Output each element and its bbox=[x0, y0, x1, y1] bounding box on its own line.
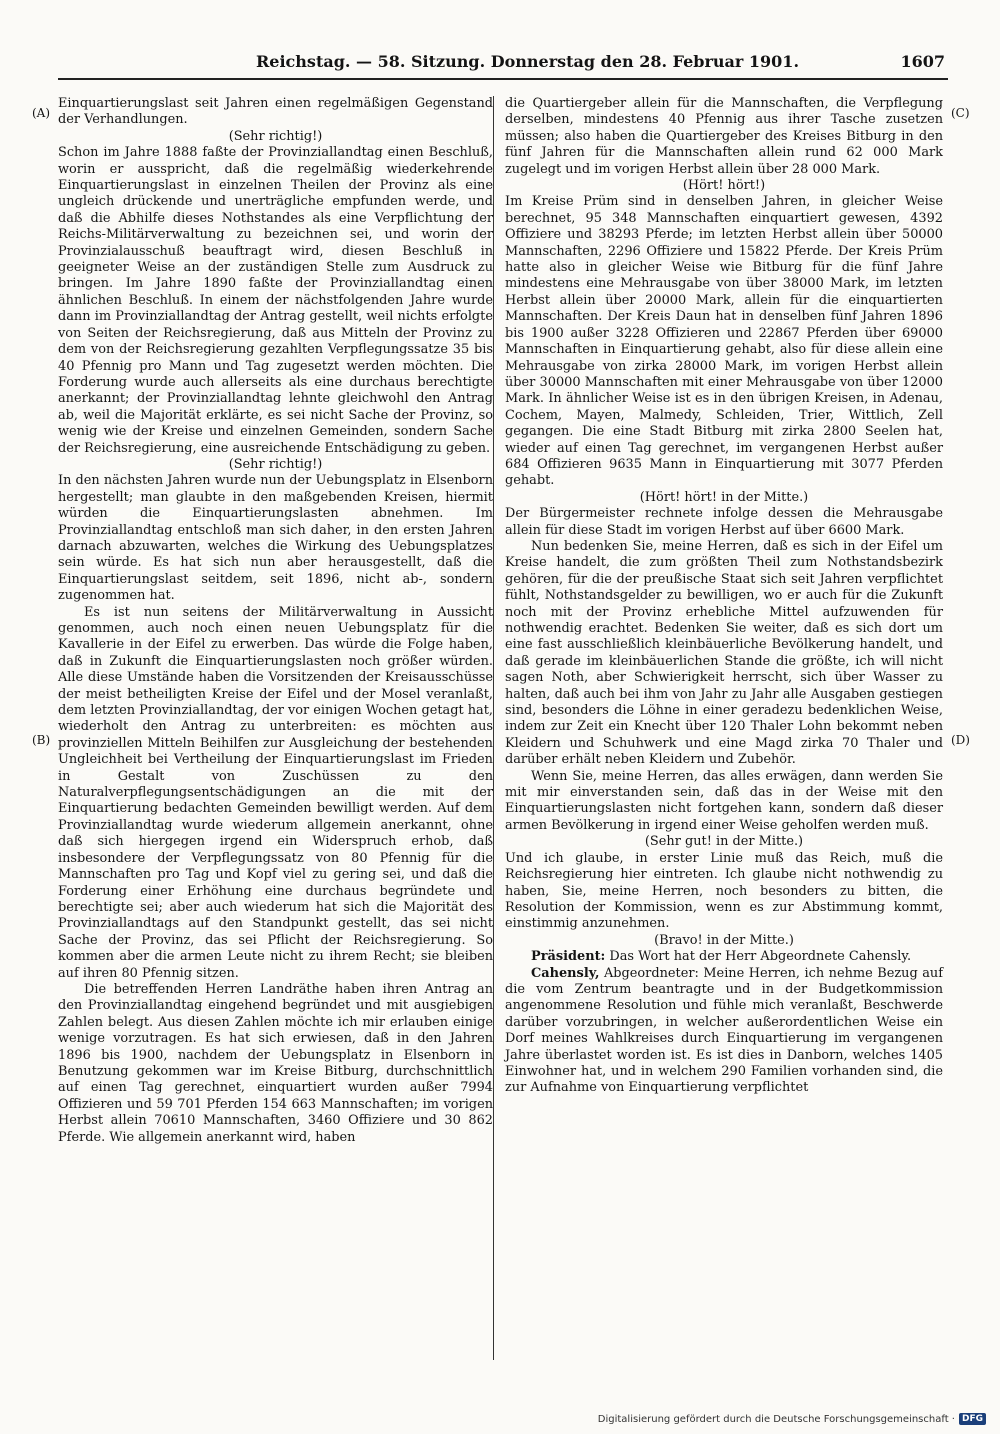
paragraph-text: Es ist nun seitens der Militärverwaltung in Aussicht genommen, auch noch einen neuen Uebungsplatz für die Kavallerie in der Eifel zu erwerben. Das würde die Folge haben, daß in Zukunft die Einquartierungslasten noch größer würden. Alle diese Umstände haben die Vorsitzenden der Kreisausschüsse der meist betheiligten Kreise der Eifel und der Mosel veranlaßt, dem letzten Provinziallandtag, der vor einigen Wochen getagt hat, wiederholt den Antrag zu unterbreiten: es möchten aus provinziellen Mitteln Beihilfen zur Ausgleichung der bestehenden Ungleichheit bei Vertheilung der Einquartierungslast im Frieden in Gestalt von Zuschüssen zu den Naturalverpflegungsentschädigungen an die mit der Einquartierung bedachten Gemeinden bewilligt werden. Auf dem Provinziallandtag wurde wiederum allgemein anerkannt, ohne daß sich hiergegen irgend ein Widerspruch erhob, daß insbesondere der Verpflegungssatz von 80 Pfennig für die Mannschaften pro Tag und Kopf viel zu gering sei, und daß die Forderung einer Erhöhung eine durchaus begründete und berechtigte sei; aber auch wiederum hat sich die Majorität des Provinziallandtags auf den Standpunkt gestellt, das sei nicht Sache der Provinz, das sei Pflicht der Reichsregierung. So kommen aber die armen Leute nicht zu ihrem Recht; sie bleiben auf ihren 80 Pfennig sitzen. bbox=[58, 604, 493, 981]
paragraph bbox=[505, 769, 943, 835]
paragraph-text: Der Bürgermeister rechnete infolge dessen die Mehrausgabe allein für diese Stadt im vorigen Herbst auf über 6600 Mark. bbox=[505, 506, 943, 538]
page-header bbox=[58, 52, 945, 74]
interjection bbox=[58, 457, 493, 473]
paragraph bbox=[505, 949, 943, 965]
header-rule bbox=[58, 78, 948, 80]
paragraph bbox=[505, 851, 943, 933]
paragraph bbox=[58, 473, 493, 604]
paragraph-text: (Hört! hört!) bbox=[682, 178, 766, 194]
paragraph-text: Das Wort hat der Herr Abgeordnete Cahensly. bbox=[609, 949, 912, 965]
margin-marker-b: (B) bbox=[32, 733, 51, 747]
paragraph-text: Einquartierungslast seit Jahren einen regelmäßigen Gegenstand der Verhandlungen. bbox=[58, 96, 493, 128]
paragraph bbox=[505, 96, 943, 178]
paragraph-text: Abgeordneter: Meine Herren, ich nehme Bezug auf die vom Zentrum beantragte und in der Budgetkommission angenommene Resolution und fühle mich veranlaßt, Beschwerde darüber vorzubringen, in welcher außerordentlichen Weise ein Dorf meines Wahlkreises durch Einquartierung im vergangenen Jahre überlastet worden ist. Es ist dies in Danborn, welches 1405 Einwohner hat, und in welchem 290 Familien vorhanden sind, die zur Aufnahme von Einquartierung verpflichtet bbox=[505, 965, 943, 1096]
interjection bbox=[505, 933, 943, 949]
paragraph-text: (Hört! hört! in der Mitte.) bbox=[639, 489, 809, 505]
interjection bbox=[505, 834, 943, 850]
footer-credit bbox=[598, 1413, 986, 1425]
margin-marker-c: (C) bbox=[951, 106, 970, 120]
interjection bbox=[58, 129, 493, 145]
dfg-logo: DFG bbox=[959, 1413, 986, 1425]
paragraph-text: Im Kreise Prüm sind in denselben Jahren, in gleicher Weise berechnet, 95 348 Mannschaften einquartiert gewesen, 4392 Offiziere und 38293 Pferde; im letzten Herbst allein über 50000 Mannschaften, 2296 Offiziere und 15822 Pferde. Der Kreis Prüm hatte also in gleicher Weise wie Bitburg für die fünf Jahre mindestens eine Mehrausgabe von über 38000 Mark, im letzten Herbst allein über 20000 Mark, allein für die einquartierten Mannschaften. Der Kreis Daun hat in denselben fünf Jahren 1896 bis 1900 außer 3228 Offizieren und 22867 Pferden über 69000 Mannschaften in Einquartierung gehabt, also für diese allein eine Mehrausgabe von zirka 28000 Mark, im vorigen Herbst allein über 30000 Mannschaften mit einer Mehrausgabe von über 12000 Mark. In ähnlicher Weise ist es in den übrigen Kreisen, in Adenau, Cochem, Mayen, Malmedy, Schleiden, Trier, Wittlich, Zell gegangen. Die eine Stadt Bitburg mit zirka 2800 Seelen hat, wieder auf einen Tag gerechnet, im vergangenen Herbst außer 684 Offizieren 9635 Mann in Einquartierung mit 3077 Pferden gehabt. bbox=[505, 194, 943, 489]
paragraph bbox=[58, 982, 493, 1146]
speaker-name: Präsident: bbox=[531, 949, 606, 965]
column-divider bbox=[493, 96, 494, 1360]
paragraph bbox=[505, 539, 943, 769]
paragraph-text: Und ich glaube, in erster Linie muß das Reich, muß die Reichsregierung hier eintreten. Ich glaube nicht nothwendig zu haben, Sie, meine Herren, noch besonders zu bitten, die Resolution der Kommission, wenn es zur Abstimmung kommt, einstimmig anzunehmen. bbox=[505, 850, 943, 932]
paragraph bbox=[58, 145, 493, 457]
paragraph-text: Die betreffenden Herren Landräthe haben ihren Antrag an den Provinziallandtag eingehend begründet und mit ausgiebigen Zahlen belegt. Aus diesen Zahlen möchte ich mir erlauben einige wenige vorzutragen. Es hat sich erwiesen, daß in den Jahren 1896 bis 1900, nachdem der Uebungsplatz in Elsenborn in Benutzung gekommen war im Kreise Bitburg, durchschnittlich auf einen Tag gerechnet, einquartiert wurden außer 7994 Offizieren und 59 701 Pferden 154 663 Mannschaften; im vorigen Herbst allein 70610 Mannschaften, 3460 Offiziere und 30 862 Pferde. Wie allgemein anerkannt wird, haben bbox=[58, 981, 493, 1145]
speaker-name: Cahensly, bbox=[531, 965, 600, 981]
footer-text: Digitalisierung gefördert durch die Deutsche Forschungsgemeinschaft · bbox=[597, 1413, 955, 1425]
running-title: Reichstag. — 58. Sitzung. Donnerstag den 28. Februar 1901. bbox=[256, 52, 800, 71]
paragraph bbox=[58, 96, 493, 129]
paragraph-text: (Bravo! in der Mitte.) bbox=[654, 932, 794, 948]
margin-marker-d: (D) bbox=[951, 733, 970, 747]
right-column bbox=[505, 96, 943, 1097]
paragraph bbox=[58, 605, 493, 982]
paragraph-text: In den nächsten Jahren wurde nun der Uebungsplatz in Elsenborn hergestellt; man glaubte in den maßgebenden Kreisen, hiermit würden die Einquartierungslasten abnehmen. Im Provinziallandtag entschloß man sich daher, in den ersten Jahren darnach abzuwarten, welches die Wirkung des Uebungsplatzes sein würde. Es hat sich nun aber herausgestellt, daß die Einquartierungslast seitdem, seit 1896, nicht ab-, sondern zugenommen hat. bbox=[58, 473, 493, 604]
paragraph bbox=[505, 194, 943, 489]
paragraph-text: (Sehr gut! in der Mitte.) bbox=[644, 834, 804, 850]
paragraph-text: Schon im Jahre 1888 faßte der Provinziallandtag einen Beschluß, worin er ausspricht, daß die regelmäßig wiederkehrende Einquartierungslast in einzelnen Theilen der Provinz als eine ungleich drückende und unerträgliche empfunden werde, und daß die Abhilfe dieses Nothstandes als eine Verpflichtung der Reichs-Militärverwaltung zu bezeichnen sei, und worin der Provinzialausschuß beauftragt wird, diesen Beschluß in geeigneter Weise an der zuständigen Stelle zum Ausdruck zu bringen. Im Jahre 1890 faßte der Provinziallandtag einen ähnlichen Beschluß. In einem der nächstfolgenden Jahre wurde dann im Provinziallandtag der Antrag gestellt, weil nichts erfolgte von Seiten der Reichsregierung, daß aus Mitteln der Provinz zu dem von der Reichsregierung gezahlten Verpflegungssatze 35 bis 40 Pfennig pro Mann und Tag zugesetzt werden möchten. Die Forderung wurde auch allerseits als eine durchaus berechtigte anerkannt; der Provinziallandtag lehnte gleichwohl den Antrag ab, weil die Majorität erklärte, es sei nicht Sache der Provinz, so wenig wie der Kreise und einzelnen Gemeinden, sondern Sache der Reichsregierung, eine ausreichende Entschädigung zu geben. bbox=[58, 145, 493, 456]
interjection bbox=[505, 490, 943, 506]
paragraph-text: (Sehr richtig!) bbox=[228, 456, 323, 472]
paragraph-text: (Sehr richtig!) bbox=[228, 128, 323, 144]
paragraph-text: die Quartiergeber allein für die Mannschaften, die Verpflegung derselben, mindestens 40 Pfennig aus ihrer Tasche zusetzen müssen; also haben die Quartiergeber des Kreises Bitburg in den fünf Jahren für die Mannschaften allein rund 62 000 Mark zugelegt und im vorigen Herbst allein über 28 000 Mark. bbox=[505, 96, 943, 177]
page-number: 1607 bbox=[900, 52, 945, 71]
paragraph-text: Nun bedenken Sie, meine Herren, daß es sich in der Eifel um Kreise handelt, die zum größten Theil zum Nothstandsbezirk gehören, für die der preußische Staat sich seit Jahren verpflichtet fühlt, Nothstandsgelder zu bewilligen, wo er auch für die Zukunft noch mit der Provinz erhebliche Mittel aufzuwenden für nothwendig erachtet. Bedenken Sie weiter, daß es sich dort um eine fast ausschließlich kleinbäuerliche Bevölkerung handelt, und daß gerade im kleinbäuerlichen Stande die größte, ich will nicht sagen Noth, aber Schwierigkeit herrscht, sich über Wasser zu halten, daß auch bei ihm von Jahr zu Jahr alle Ausgaben gestiegen sind, besonders die Löhne in einer geradezu bedenklichen Weise, indem zur Zeit ein Knecht über 120 Thaler Lohn bekommt neben Kleidern und Schuhwerk und eine Magd zirka 70 Thaler und darüber erhält neben Kleidern und Zubehör. bbox=[505, 538, 943, 768]
interjection bbox=[505, 178, 943, 194]
margin-marker-a: (A) bbox=[32, 106, 51, 120]
paragraph bbox=[505, 966, 943, 1097]
paragraph bbox=[505, 506, 943, 539]
left-column bbox=[58, 96, 493, 1146]
paragraph-text: Wenn Sie, meine Herren, das alles erwägen, dann werden Sie mit mir einverstanden sein, daß das in der Weise mit den Einquartierungslasten nicht fortgehen kann, sondern daß dieser armen Bevölkerung in irgend einer Weise geholfen werden muß. bbox=[505, 768, 943, 833]
